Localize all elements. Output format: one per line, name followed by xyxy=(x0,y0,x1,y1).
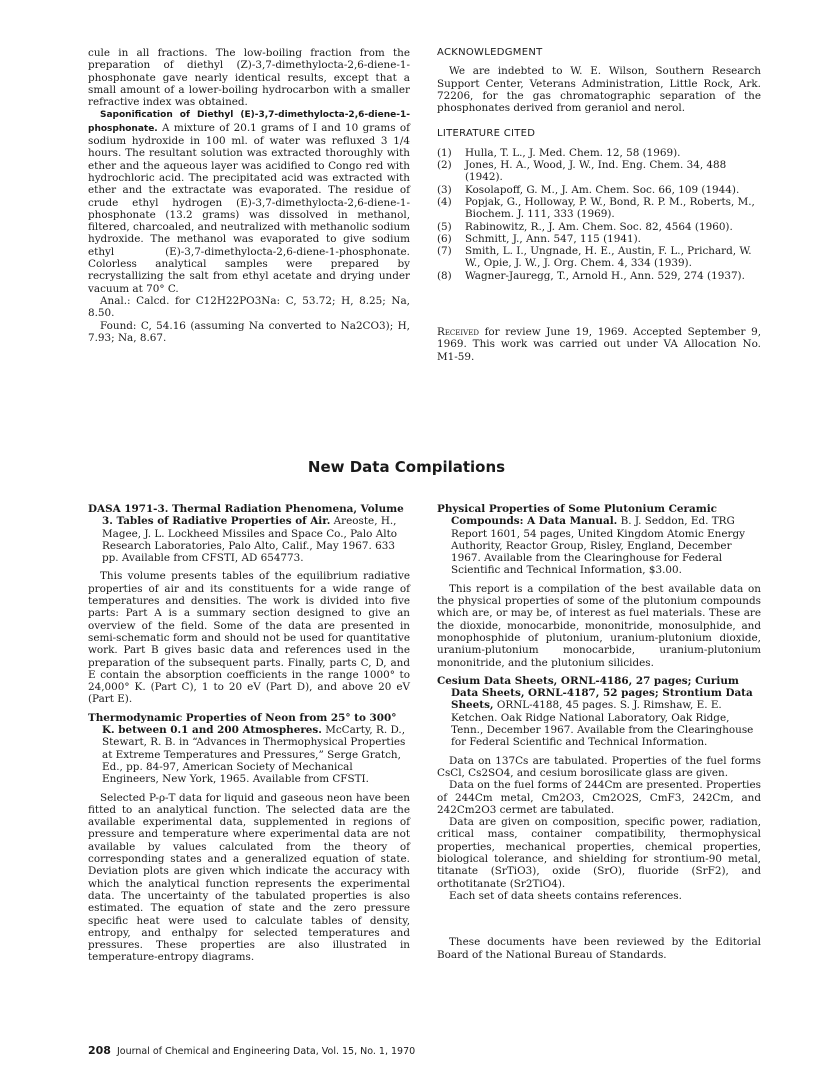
entry-neon-body: Selected P-ρ-T data for liquid and gaseous neon have been fitted to an analytical function. The selected data are the available experimental data, supplemented in regions of pressure and temperature where experimental data are not available by values calculated from the theory of corresponding states and a generalized equation of state. Deviation plots are given which indicate the accuracy with which the analytical function represents the experimental data. The uncertainty of the tabulated properties is also estimated. The equation of state and the zero pressure specific heat were used to calculate tables of density, entropy, and enthalpy for selected temperatures and pressures. These properties are also illustrated in temperature-entropy diagrams. xyxy=(88,791,410,964)
entry-data-sheets-title: Cesium Data Sheets, ORNL-4186, 27 pages; Curium Data Sheets, ORNL-4187, 52 pages; Strontium Data Sheets, ORNL-4188, 45 pages. S. J. Rimshaw, E. E. Ketchen. Oak Ridge National Laboratory, Oak Ridge, Tenn., December 1967. Available from the Clearinghouse for Federal Scientific and Technical Information. xyxy=(437,674,754,749)
journal-citation: Journal of Chemical and Engineering Data, Vol. 15, No. 1, 1970 xyxy=(116,1046,416,1057)
right-bottom-column xyxy=(437,503,761,961)
literature-cited-heading: LITERATURE CITED xyxy=(437,128,536,140)
reference-item: (3) Kosolapoff, G. M., J. Am. Chem. Soc. 66, 109 (1944). xyxy=(437,183,740,196)
left-bottom-column xyxy=(88,503,410,964)
received-note: Received for review June 19, 1969. Accepted September 9, 1969. This work was carried out under VA Allocation No. M1-59. xyxy=(437,326,761,363)
cesium-paragraph: Data on 137Cs are tabulated. Properties of the fuel forms CsCl, Cs2SO4, and cesium borosilicate glass are given. xyxy=(437,754,761,779)
paragraph-fractions: cule in all fractions. The low-boiling fraction from the preparation of diethyl (Z)-3,7-dimethylocta-2,6-diene-1-phosphonate gave nearly identical results, except that a small amount of a lower-boiling hydrocarbon with a smaller refractive index was obtained. xyxy=(88,47,410,109)
analysis-found: Found: C, 54.16 (assuming Na converted to Na2CO3); H, 7.93; Na, 8.67. xyxy=(88,319,410,344)
acknowledgment-text: We are indebted to W. E. Wilson, Southern Research Support Center, Veterans Administration, Little Rock, Ark. 72206, for the gas chromatographic separation of the phosphonates derived from geraniol and nerol. xyxy=(437,65,761,115)
formula-calcd: C12H22PO3Na xyxy=(195,294,277,307)
strontium-paragraph: Data are given on composition, specific power, radiation, critical mass, container compatibility, thermophysical properties, mechanical properties, chemical properties, biological tolerance, and shielding for strontium-90 metal, titanate (SrTiO3), oxide (SrO), fluoride (SrF2), and orthotitanate (Sr2TiO4). xyxy=(437,816,761,890)
reference-item: (5) Rabinowitz, R., J. Am. Chem. Soc. 82, 4564 (1960). xyxy=(437,220,733,233)
page-number: 208 xyxy=(88,1044,111,1057)
right-top-column xyxy=(437,47,761,363)
entry-neon-title: Thermodynamic Properties of Neon from 25° to 300° K. between 0.1 and 200 Atmospheres. McCarty, R. D., Stewart, R. B. in “Advances in Thermophysical Properties at Extreme Temperatures and Pressures,” Serge Gratch, Ed., pp. 84-97, American Society of Mechanical Engineers, New York, 1965. Available from CFSTI. xyxy=(88,711,406,786)
reference-item: (2) Jones, H. A., Wood, J. W., Ind. Eng. Chem. 34, 488 (1942). xyxy=(437,159,727,184)
entry-dasa-body: This volume presents tables of the equilibrium radiative properties of air and its constituents for a wide range of temperatures and densities. The work is divided into five parts: Part A is a summary section designed to give an overview of the field. Some of the data are presented in semi-schematic form and should not be used for quantitative work. Part B gives basic data and references used in the preparation of the subsequent parts. Finally, parts C, D, and E contain the absorption coefficients in the range 1000° to 24,000° K. (Part C), 1 to 20 eV (Part D), and above 20 eV (Part E). xyxy=(88,570,410,706)
entry-plutonium-title: Physical Properties of Some Plutonium Ceramic Compounds: A Data Manual. B. J. Seddon, Ed. TRG Report 1601, 54 pages, United Kingdom Atomic Energy Authority, Reactor Group, Risley, England, December 1967. Available from the Clearinghouse for Federal Scientific and Technical Information, $3.00. xyxy=(437,503,745,577)
reference-item: (7) Smith, L. I., Ungnade, H. E., Austin, F. L., Prichard, W. W., Opie, J. W., J. Org. Chem. 4, 334 (1939). xyxy=(437,245,752,270)
closing-note: These documents have been reviewed by the Editorial Board of the National Bureau of Standards. xyxy=(437,936,761,961)
reference-item: (1) Hulla, T. L., J. Med. Chem. 12, 58 (1969). xyxy=(437,146,681,159)
reference-item: (4) Popjak, G., Holloway, P. W., Bond, R. P. M., Roberts, M., Biochem. J. 111, 333 (1969). xyxy=(437,195,755,221)
reference-item: (8) Wagner-Jauregg, T., Arnold H., Ann. 529, 274 (1937). xyxy=(437,269,745,282)
saponification-body: A mixture of 20.1 grams of I and 10 grams of sodium hydroxide in 100 ml. of water was refluxed 3 1/4 hours. The resultant solution was extracted thoroughly with ether and the aqueous layer was acidified to Congo red with hydrochloric acid. The precipitated acid was extracted with ether and the extractate was evaporated. The residue of crude ethyl hydrogen (E)-3,7-dimethylocta-2,6-diene-1-phosphonate (13.2 grams) was dissolved in methanol, filtered, charcoaled, and neutralized with methanolic sodium hydroxide. The methanol was evaporated to give sodium ethyl (E)-3,7-dimethylocta-2,6-diene-1-phosphonate. Colorless analytical samples were prepared by recrystallizing the salt from ethyl acetate and drying under vacuum at 70° C. xyxy=(88,121,410,295)
saponification-heading: Saponification of Diethyl (E)-3,7-dimethylocta-2,6-diene-1-phosphonate. xyxy=(88,110,410,134)
received-label: Received xyxy=(437,326,479,339)
reference-item: (6) Schmitt, J., Ann. 547, 115 (1941). xyxy=(437,232,641,245)
page-footer xyxy=(88,1044,415,1057)
paragraph-saponification xyxy=(88,108,410,294)
curium-paragraph: Data on the fuel forms of 244Cm are presented. Properties of 244Cm metal, Cm2O3, Cm2O2S, CmF3, 242Cm, and 242Cm2O3 cermet are tabulated. xyxy=(437,779,761,816)
entry-plutonium-body: This report is a compilation of the best available data on the physical properties of some of the plutonium compounds which are, or may be, of interest as fuel materials. These are the dioxide, monocarbide, mononitride, monosulphide, and monophosphide of plutonium, uranium-plutonium dioxide, uranium-plutonium monocarbide, uranium-plutonium mononitride, and the plutonium silicides. xyxy=(437,582,761,669)
acknowledgment-heading: ACKNOWLEDGMENT xyxy=(437,47,543,58)
references-note: Each set of data sheets contains references. xyxy=(449,889,682,902)
section-title: New Data Compilations xyxy=(307,458,506,476)
reference-list xyxy=(437,147,761,282)
analysis-calcd: Anal.: Calcd. for C12H22PO3Na: C, 53.72; H, 8.25; Na, 8.50. xyxy=(88,294,410,320)
left-top-column xyxy=(88,47,410,344)
formula-found: Na2CO3 xyxy=(340,319,386,332)
entry-dasa-title: DASA 1971-3. Thermal Radiation Phenomena, Volume 3. Tables of Radiative Properties of Air. Areoste, H., Magee, J. L. Lockheed Missiles and Space Co., Palo Alto Research Laboratories, Palo Alto, Calif., May 1967. 633 pp. Available from CFSTI, AD 654773. xyxy=(88,503,404,565)
